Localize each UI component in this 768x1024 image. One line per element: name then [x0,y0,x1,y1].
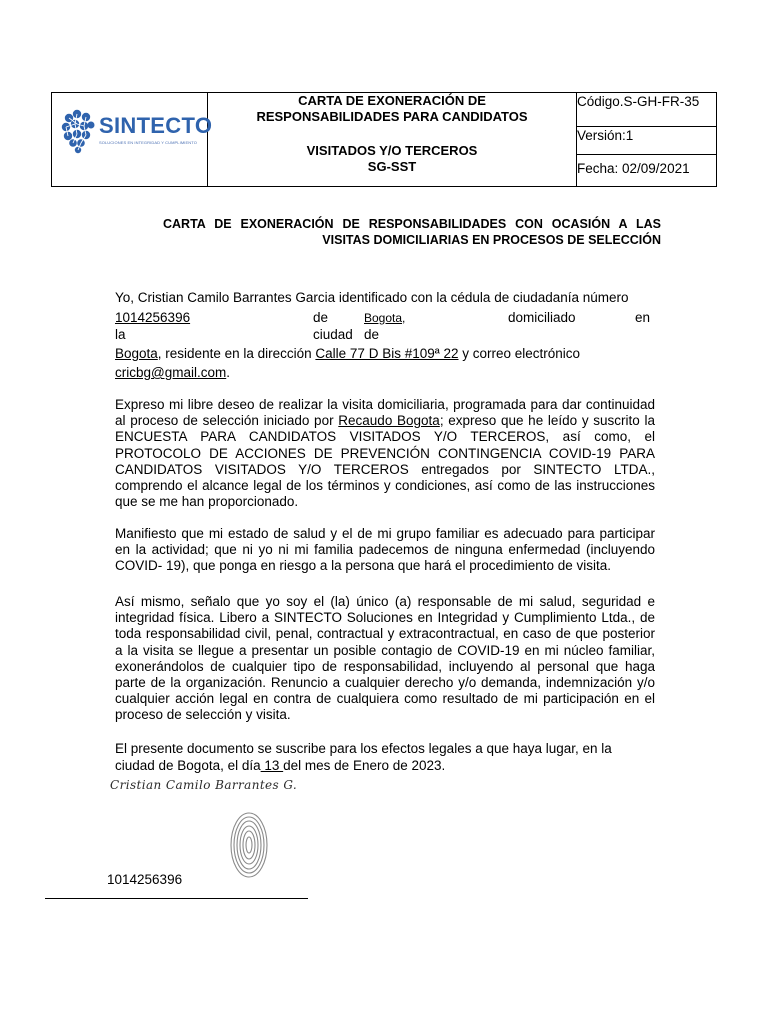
intro-word: de [313,310,329,325]
logo-text: SINTECTO [99,113,213,138]
heading-line: CARTA DE EXONERACIÓN DE RESPONSABILIDADES CON OCASIÓN A LAS [163,217,661,231]
signature-line [45,898,308,899]
document-heading [163,216,661,248]
header-title-line: RESPONSABILIDADES PARA CANDIDATOS [256,109,528,124]
email-line: cricbg@gmail.com. [115,365,230,380]
address-line: Bogota, residente en la dirección Calle 77 D Bis #109ª 22 y correo electrónico [115,346,581,361]
header-title [208,93,576,186]
logo-tagline: SOLUCIONES EN INTEGRIDAD Y CUMPLIMIENTO [99,140,197,145]
intro-word: ciudad [313,327,353,342]
document-code: Código.S-GH-FR-35 [577,94,700,109]
signature-id-number: 1014256396 [107,872,183,887]
id-number-field: 1014256396 [115,310,191,325]
paragraph-liability: Así mismo, señalo que yo soy el (la) único (a) responsable de mi salud, seguridad e integridad física. Libero a SINTECTO Soluciones en Integridad y Cumplimiento Ltda., de toda responsabilidad civil, penal, contractual y extracontractual, en caso de que posterior a la visita se llegue a presentar un posible contagio de COVID-19 en mi núcleo familiar, exonerándolos de cualquier tipo de responsabilidad, incluyendo al personal que haga parte de la organización. Renuncio a cualquier derecho y/o demanda, indemnización y/o cualquier acción legal en contra de cualquiera como resultado de mi participación en el proceso de selección y visita. [115,594,655,723]
header-divider [576,154,716,155]
company-field: Recaudo Bogota [338,413,440,429]
intro-word: de [364,327,380,342]
paragraph-health: Manifiesto que mi estado de salud y el de mi grupo familiar es adecuado para participar en la actividad; que ni yo ni mi familia padecemos de ninguna enfermedad (incluyendo COVID- 19), que ponga en riesgo a la persona que hará el procedimiento de visita. [115,526,655,574]
header-title-line: VISITADOS Y/O TERCEROS [306,143,478,158]
document-date: Fecha: 02/09/2021 [577,161,690,176]
intro-word: en [635,310,651,325]
intro-word: la [115,327,126,342]
document-header-table [51,92,717,187]
fingerprint-icon [228,810,270,880]
paragraph-consent: Expreso mi libre deseo de realizar la visita domiciliaria, programada para dar continuidad al proceso de selección iniciado por Recaudo Bogota; expreso que he leído y suscrito la ENCUESTA PARA CANDIDATOS VISITADOS Y/O TERCEROS, así como, el PROTOCOLO DE ACCIONES DE PREVENCIÓN CONTINGENCIA COVID-19 PARA CANDIDATOS VISITADOS Y/O TERCEROS entregados por SINTECTO LTDA., comprendo el alcance legal de los términos y condiciones, así como de las instrucciones que se me han proporcionado. [115,397,656,510]
intro-line: Yo, Cristian Camilo Barrantes Garcia identificado con la cédula de ciudadanía número [115,290,629,305]
city-field: Bogota [115,346,158,361]
heading-line: VISITAS DOMICILIARIAS EN PROCESOS DE SELECCIÓN [322,233,661,247]
company-logo [52,93,213,186]
header-title-line: SG-SST [367,159,417,174]
city-field: Bogota, [364,311,406,325]
email-field: cricbg@gmail.com [115,365,227,380]
day-field: 13 [260,758,284,773]
header-divider [576,126,716,127]
handwritten-signature: Cristian Camilo Barrantes G. [110,778,298,792]
brain-logo-icon [60,108,96,154]
closing-line: El presente documento se suscribe para los efectos legales a que haya lugar, en la [115,741,612,756]
closing-date-line: ciudad de Bogota, el día 13 del mes de Enero de 2023. [115,758,446,773]
address-field: Calle 77 D Bis #109ª 22 [315,346,459,361]
document-version: Versión:1 [577,128,634,143]
intro-word: domiciliado [508,310,576,325]
header-title-line: CARTA DE EXONERACIÓN DE [298,93,486,108]
